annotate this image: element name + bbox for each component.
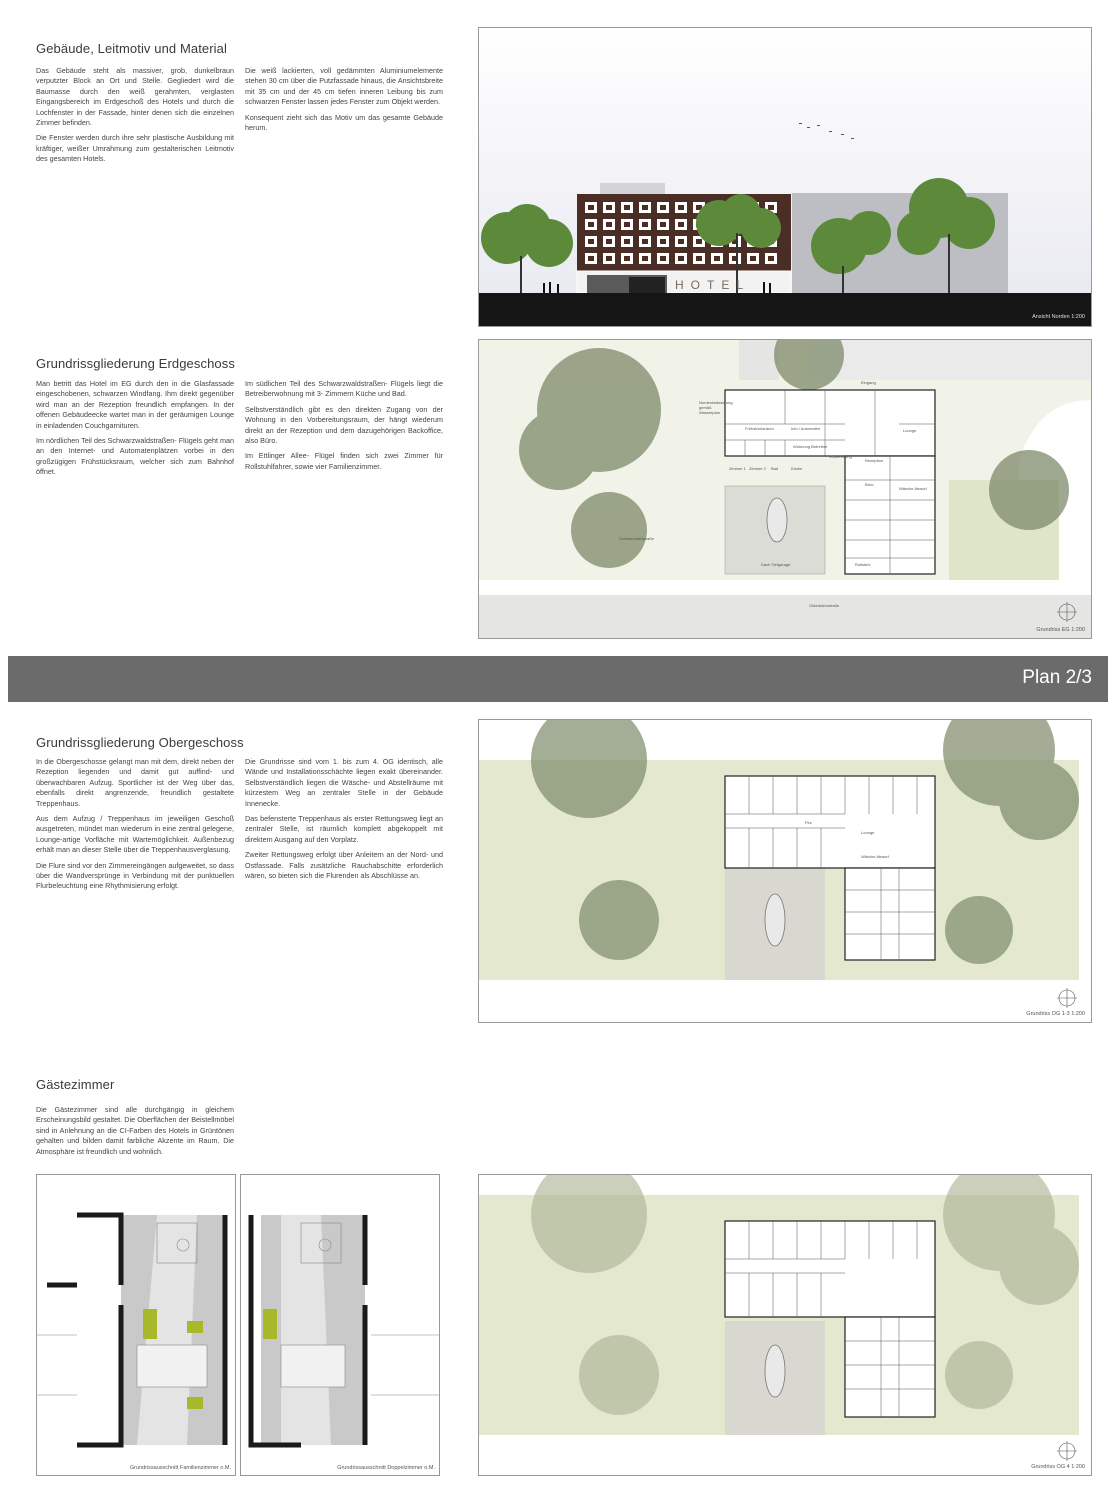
- text-column-guest-rooms: [36, 1105, 234, 1162]
- plan-label-schwarzwaldstrasse: Schwarzwaldstraße: [619, 536, 654, 541]
- plan-label-drainage: Nordentwässerung gemäß Wasserplan: [699, 400, 733, 415]
- plan-label-info: Info / Automaten: [791, 426, 821, 431]
- plan-label-lounge: Lounge: [903, 428, 917, 433]
- paragraph: Die Flure sind vor den Zimmereingängen aufgeweitet, so dass über die Wandversprünge in Verbindung mit der punktuellen Flurbeleuchtung eine Rhythmisierung erfolgt.: [36, 860, 234, 891]
- plan-label-underground-garage: Dach Tiefgarage: [761, 562, 791, 567]
- text-column-building-1: [36, 66, 234, 170]
- paragraph: Selbstverständlich gibt es den direkten Zugang von der Wohnung in den Vorbereitungsraum, der hängt wiederum direkt an der Rezeption und dem dazugehörigen Backoffice, also Büro.: [245, 404, 443, 446]
- plan-label-kitchen: Küche: [791, 466, 803, 471]
- double-room-detail-panel: [240, 1174, 440, 1476]
- plan-label-room-2: Zimmer 2: [749, 466, 766, 471]
- plan-label-street: Güterbahnstraße: [809, 603, 840, 608]
- paragraph: In die Obergeschosse gelangt man mit dem, direkt neben der Rezeption liegenden und damit gut auffind- und überwachbaren Aufzug. Sportlicher ist der Weg über das, ebenfalls direkt angrenzende, freundlich gestaltete Treppenhaus.: [36, 757, 234, 808]
- elevation-drawing: [479, 28, 1091, 326]
- plan-label-entrance: Eingang: [861, 380, 876, 385]
- double-room-caption: Grundrissausschnitt Doppelzimmer o.M.: [337, 1465, 435, 1471]
- text-column-upper-1: [36, 757, 234, 897]
- plan-label-preparation: Vorbereitung: [829, 454, 852, 459]
- plan-label-bath: Bad: [771, 466, 779, 471]
- paragraph: Im nördlichen Teil des Schwarzwaldstraßen- Flügels geht man an den Internet- und Automatenplätzen vorbei in den großzügigen Frühstücksraum, welcher sich zum Bahnhof öffnet.: [36, 436, 234, 477]
- upper-floor-plan-drawing: [479, 720, 1091, 1022]
- plan-banner-label: Plan 2/3: [1022, 667, 1092, 688]
- upper-floor-plan-panel: [478, 719, 1092, 1023]
- ground-floor-plan-panel: [478, 339, 1092, 639]
- paragraph: Die Grundrisse sind vom 1. bis zum 4. OG identisch, alle Wände und Installationsschächte liegen exakt übereinander. Selbstverständlich liegen die Wäsche- und Abstellräume mit kürzestem Weg an zentraler Stelle in der Gebäude Innenecke.: [245, 757, 443, 808]
- paragraph: Man betritt das Hotel im EG durch den in die Glasfassade eingeschobenen, schwarzen Windfang. Ihm direkt gegenüber wird man an der Rezeption freundlich empfangen. In der offenen Gebäudeecke wartet man in der geräumigen Lounge in einladenden Couchgarnituren.: [36, 379, 234, 430]
- section-title-ground-floor: Grundrissgliederung Erdgeschoss: [36, 356, 235, 371]
- plan-label-laundry: Wäsche Abwurf: [899, 486, 927, 491]
- section-title-upper-floor: Grundrissgliederung Obergeschoss: [36, 735, 244, 750]
- family-room-detail-panel: [36, 1174, 236, 1476]
- elevation-caption: Ansicht Norden 1:200: [1032, 314, 1085, 320]
- plan-label-breakfast: Frühstücksraum: [745, 426, 774, 431]
- paragraph: Im Ettlinger Allee- Flügel finden sich zwei Zimmer für Rollstuhlfahrer, sowie vier Familienzimmer.: [245, 451, 443, 471]
- paragraph: Die Gästezimmer sind alle durchgängig in gleichem Erscheinungsbild gestaltet. Die Oberflächen der Beistellmöbel sind in Anlehnung an die CI-Farben des Hotels in Grüntönen gehalten und bilden damit farbliche Akzente im Raum. Die Atmosphäre ist freundlich und wohnlich.: [36, 1105, 234, 1156]
- text-column-building-2: [245, 66, 443, 138]
- fourth-floor-caption: Grundriss OG 4 1:200: [1031, 1464, 1085, 1470]
- paragraph: Das Gebäude steht als massiver, grob, dunkelbraun verputzter Block an Ort und Stelle. Gegliedert wird die Baumasse durch den weiß gerahmten, verglasten Eingangsbereich im Erdgeschoß des Hotels und durch die Lochfenster in der Fassade, hinter denen sich die einzelnen Zimmer befinden.: [36, 66, 234, 128]
- paragraph: Aus dem Aufzug / Treppenhaus im jeweiligen Geschoß ausgetreten, mündet man wiederum in eine zentral gelegene, Lounge-artige Vorfläche mit Wartemöglichkeit. Außenbezug erhält man an dieser Stelle über die Treppenhausverglasung.: [36, 814, 234, 855]
- fourth-floor-plan-drawing: [479, 1175, 1091, 1475]
- fourth-floor-plan-panel: [478, 1174, 1092, 1476]
- plan-banner: [8, 656, 1108, 702]
- plan-label-lounge: Lounge: [861, 830, 875, 835]
- text-column-ground-1: [36, 379, 234, 483]
- plan-label-room-1: Zimmer 1: [729, 466, 746, 471]
- elevation-north-panel: [478, 27, 1092, 327]
- paragraph: Konsequent zieht sich das Motiv um das gesamte Gebäude herum.: [245, 112, 443, 133]
- family-room-drawing: [37, 1175, 235, 1475]
- paragraph: Die weiß lackierten, voll gedämmten Aluminiumelemente stehen 30 cm über die Putzfassade hinaus, die Ansichtsbreite mit 35 cm und der 45 cm tiefen inneren Leibung bis zum schwarzen Fenster lassen jedes Fenster zum Objekt werden.: [245, 66, 443, 107]
- hotel-sign: HOTEL: [675, 278, 751, 292]
- ground-floor-plan-drawing: [479, 340, 1091, 638]
- text-column-upper-2: [245, 757, 443, 886]
- paragraph: Zweiter Rettungsweg erfolgt über Anleitern an der Nord- und Ostfassade. Falls zusätzliche Rauchabschitte erforderlich wären, so bieten sich die Flurenden als Abschlüsse an.: [245, 850, 443, 881]
- text-column-ground-2: [245, 379, 443, 477]
- plan-label-owner-flat: Wohnung Betreiber: [793, 444, 828, 449]
- paragraph: Im südlichen Teil des Schwarzwaldstraßen- Flügels liegt die Betreiberwohnung mit 3- Zimmern Küche und Bad.: [245, 379, 443, 399]
- section-title-guest-rooms: Gästezimmer: [36, 1077, 115, 1092]
- upper-floor-caption: Grundriss OG 1-3 1:200: [1026, 1011, 1085, 1017]
- plan-label-corridor: Flur: [805, 820, 812, 825]
- paragraph: Die Fenster werden durch ihre sehr plastische Ausbildung mit kräftiger, weißer Umrahmung zum gestalterischen Leitmotiv des gesamten Hotels.: [36, 133, 234, 164]
- paragraph: Das befensterte Treppenhaus als erster Rettungsweg liegt an zentraler Stelle, ist räumlich komplett abgekoppelt mit direktem Ausgang auf den Vorplatz.: [245, 814, 443, 844]
- plan-label-wheelchair: Rollstuhl: [855, 562, 871, 567]
- plan-label-laundry: Wäsche Abwurf: [861, 854, 889, 859]
- family-room-caption: Grundrissausschnitt Familienzimmer o.M.: [129, 1465, 231, 1471]
- plan-label-reception: Rezeption: [865, 458, 884, 463]
- section-title-building: Gebäude, Leitmotiv und Material: [36, 41, 227, 56]
- plan-label-office: Büro: [865, 482, 874, 487]
- double-room-drawing: [241, 1175, 439, 1475]
- ground-floor-caption: Grundriss EG 1:200: [1036, 627, 1085, 633]
